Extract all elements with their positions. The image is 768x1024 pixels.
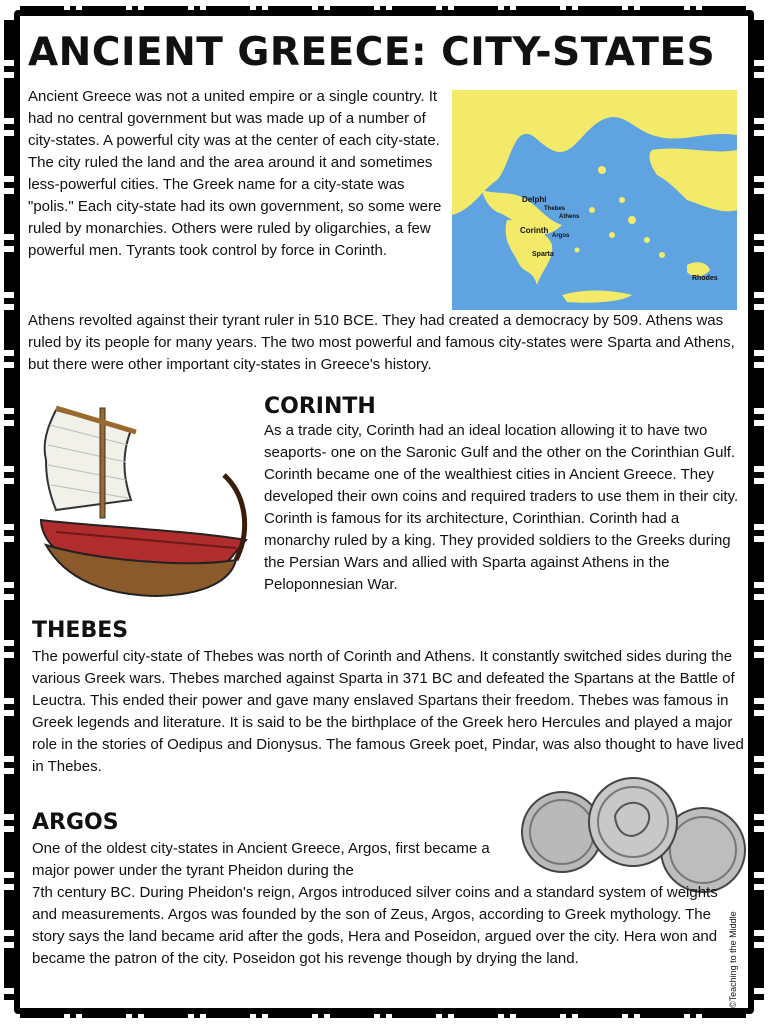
intro-text-part2: Athens revolted against their tyrant ruler in 510 BCE. They had created a democracy by 509. Athens was ruled by its people for many years. The two most powerful and famous city-states were Sparta and Athens, but there were other important city-states in Greece's history. [28,312,735,373]
copyright-credit: ©Teaching to the Middle [728,911,738,1008]
map-label-rhodes: Rhodes [692,275,718,282]
greece-map [452,90,737,310]
map-label-delphi: Delphi [522,195,547,204]
corinth-text: As a trade city, Corinth had an ideal location allowing it to have two seaports- one on the Saronic Gulf and the other on the Corinthian Gulf. Corinth became one of the wealthiest cities in Ancient Greece. They developed their own coins and required traders to use them in their city. Corinth is famous for its architecture, Corinthian. Corinth had a monarchy ruled by a king. They provided soldiers to the Greeks during the Persian Wars and allied with Sparta against Athens in the Peloponnesian War. [264,422,739,593]
map-label-athens: Athens [559,214,580,220]
left-bone-border [4,20,14,1004]
silver-coins-illustration [520,776,750,896]
right-bone-border [754,20,764,1004]
ship-illustration [36,400,258,600]
argos-text-part1: One of the oldest city-states in Ancient Greece, Argos, first became a major power under the tyrant Pheidon during the [32,840,490,879]
map-label-thebes: Thebes [544,206,566,212]
page-title: ANCIENT GREECE: CITY-STATES [28,30,716,75]
intro-text-part1: Ancient Greece was not a united empire or a single country. It had no central government but was made up of a number of city-states. A powerful city was at the center of each city-state. The city ruled the land and the area around it and sometimes less-powerful cities. The Greek name for a city-state was "polis." Each city-state had its own government, so some were ruled by monarchies. Others were ruled by oligarchies, a few powerful men. Tyrants took control by force in Corinth. [28,88,442,259]
argos-text-part2: 7th century BC. During Pheidon's reign, Argos introduced silver coins and a standard system of weights and measurements. Argos was founded by the son of Zeus, Argos, according to Greek mythology. The story says the land became arid after the gods, Hera and Poseidon, argued over the city. Hera won and became the patron of the city. Poseidon got his revenge though by drying the land. [32,884,718,967]
corinth-heading: CORINTH [264,394,376,419]
map-label-sparta: Sparta [532,251,554,258]
thebes-text: The powerful city-state of Thebes was north of Corinth and Athens. It constantly switched sides during the various Greek wars. Thebes marched against Sparta in 371 BC and defeated the Spartans at the Battle of Leuctra. This ended their power and gave many enslaved Spartans their freedom. Thebes was famous in Greek legends and literature. It is said to be the birthplace of the Greek hero Hercules and played a major role in the stories of Oedipus and Dionysus. The famous Greek poet, Pindar, was also thought to have lived in Thebes. [32,648,744,775]
map-label-corinth: Corinth [520,226,549,235]
map-label-argos: Argos [552,233,570,239]
argos-heading: ARGOS [32,810,119,835]
thebes-heading: THEBES [32,618,129,643]
